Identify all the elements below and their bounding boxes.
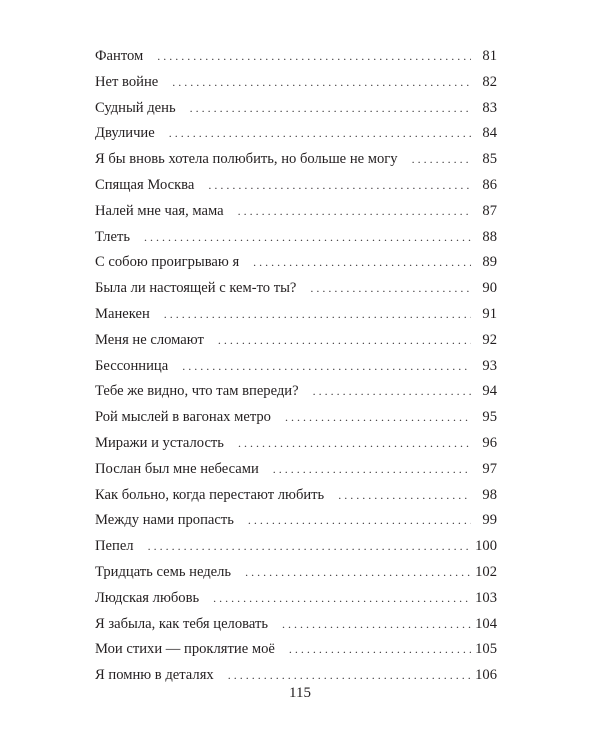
- toc-entry: [95, 508, 497, 534]
- toc-entry: [95, 96, 497, 122]
- toc-entry: [95, 147, 497, 173]
- toc-entry: [95, 534, 497, 560]
- toc-dot-leader: [253, 250, 471, 276]
- toc-entry-page: 96: [482, 434, 497, 451]
- toc-entry-title: Между нами пропасть: [95, 512, 234, 529]
- toc-entry-title: Я помню в деталях: [95, 667, 214, 684]
- toc-entry-page: 88: [482, 228, 497, 245]
- toc-entry: [95, 225, 497, 251]
- toc-entry-title: Людская любовь: [95, 589, 200, 606]
- toc-entry-title: Налей мне чая, мама: [95, 202, 224, 219]
- toc-entry-page: 106: [475, 667, 497, 684]
- toc-entry-page: 84: [482, 125, 497, 142]
- toc-entry-title: Как больно, когда перестают любить: [95, 486, 325, 503]
- toc-dot-leader: [208, 173, 471, 199]
- toc-entry-page: 81: [482, 48, 497, 64]
- toc-entry-page: 93: [482, 357, 497, 374]
- toc-dot-leader: [213, 586, 471, 612]
- table-of-contents: [95, 44, 497, 689]
- toc-entry-title: Меня не сломают: [95, 331, 204, 348]
- toc-dot-leader: [169, 121, 471, 147]
- toc-entry-title: Послан был мне небесами: [95, 460, 259, 477]
- toc-dot-leader: [282, 612, 471, 638]
- toc-entry-title: Была ли настоящей с кем-то ты?: [95, 280, 297, 297]
- toc-dot-leader: [157, 44, 471, 70]
- toc-entry-page: 104: [475, 615, 497, 632]
- toc-entry-title: Нет войне: [95, 73, 159, 90]
- toc-entry-title: Пепел: [95, 538, 134, 555]
- toc-entry: [95, 379, 497, 405]
- toc-dot-leader: [238, 431, 471, 457]
- toc-entry: [95, 121, 497, 147]
- toc-entry-page: 82: [482, 73, 497, 90]
- toc-entry: [95, 276, 497, 302]
- toc-entry: [95, 354, 497, 380]
- toc-entry-title: Манекен: [95, 305, 150, 322]
- toc-entry-title: Двуличие: [95, 125, 155, 142]
- toc-dot-leader: [238, 199, 471, 225]
- toc-entry: [95, 44, 497, 70]
- toc-entry-title: Спящая Москва: [95, 176, 195, 193]
- toc-dot-leader: [245, 560, 471, 586]
- toc-dot-leader: [164, 302, 471, 328]
- toc-dot-leader: [313, 379, 471, 405]
- toc-entry-page: 98: [482, 486, 497, 503]
- toc-entry-title: Миражи и усталость: [95, 434, 224, 451]
- toc-entry-title: Тебе же видно, что там впереди?: [95, 383, 299, 400]
- toc-entry-page: 83: [482, 99, 497, 116]
- toc-dot-leader: [412, 147, 471, 173]
- toc-entry-page: 100: [475, 538, 497, 555]
- toc-entry: [95, 431, 497, 457]
- toc-entry: [95, 612, 497, 638]
- toc-dot-leader: [190, 96, 471, 122]
- toc-entry: [95, 560, 497, 586]
- toc-entry-page: 99: [482, 512, 497, 529]
- toc-entry-title: Тридцать семь недель: [95, 563, 232, 580]
- toc-entry-page: 102: [475, 563, 497, 580]
- toc-entry-page: 103: [475, 589, 497, 606]
- toc-entry-page: 86: [482, 176, 497, 193]
- toc-entry: [95, 173, 497, 199]
- toc-dot-leader: [172, 70, 471, 96]
- toc-dot-leader: [338, 483, 471, 509]
- toc-entry-title: Тлеть: [95, 228, 130, 245]
- toc-entry: [95, 70, 497, 96]
- toc-entry-page: 90: [482, 280, 497, 297]
- toc-entry: [95, 483, 497, 509]
- toc-entry: [95, 199, 497, 225]
- toc-entry: [95, 302, 497, 328]
- toc-entry-page: 85: [482, 151, 497, 168]
- toc-dot-leader: [289, 637, 471, 663]
- toc-entry-title: Мои стихи — проклятие моё: [95, 641, 275, 658]
- toc-entry: [95, 457, 497, 483]
- toc-dot-leader: [273, 457, 471, 483]
- toc-entry: [95, 405, 497, 431]
- toc-entry-page: 89: [482, 254, 497, 271]
- toc-dot-leader: [285, 405, 471, 431]
- toc-entry-title: Рой мыслей в вагонах метро: [95, 409, 271, 426]
- toc-dot-leader: [148, 534, 471, 560]
- toc-entry-page: 87: [482, 202, 497, 219]
- toc-entry-page: 92: [482, 331, 497, 348]
- toc-entry: [95, 250, 497, 276]
- toc-entry-page: 94: [482, 383, 497, 400]
- toc-entry-page: 91: [482, 305, 497, 322]
- toc-entry-page: 97: [482, 460, 497, 477]
- toc-entry-title: Судный день: [95, 99, 176, 116]
- toc-entry-title: Я бы вновь хотела полюбить, но больше не могу: [95, 151, 398, 168]
- toc-entry-page: 95: [482, 409, 497, 426]
- toc-entry-title: Я забыла, как тебя целовать: [95, 615, 268, 632]
- toc-dot-leader: [218, 328, 471, 354]
- toc-entry-title: Бессонница: [95, 357, 169, 374]
- toc-entry-page: 105: [475, 641, 497, 658]
- toc-dot-leader: [248, 508, 471, 534]
- toc-dot-leader: [144, 225, 471, 251]
- toc-entry-title: Фантом: [95, 48, 144, 64]
- toc-entry-title: С собою проигрываю я: [95, 254, 240, 271]
- toc-dot-leader: [310, 276, 471, 302]
- page-number: 115: [289, 685, 311, 701]
- toc-entry: [95, 637, 497, 663]
- toc-dot-leader: [182, 354, 471, 380]
- toc-entry: [95, 328, 497, 354]
- toc-entry: [95, 586, 497, 612]
